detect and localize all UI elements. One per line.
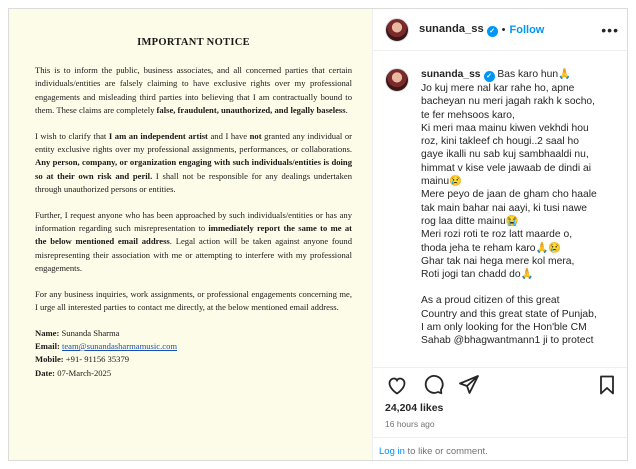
- notice-text: I shall not be responsible for any dealings undertaken through unauthorized persons or entities.: [35, 170, 352, 195]
- caption-avatar[interactable]: [385, 68, 409, 92]
- name-label: Name:: [35, 327, 60, 338]
- caption-line: himmat v kise vele jawaab de dindi ai: [421, 162, 591, 174]
- mobile-label: Mobile:: [35, 354, 64, 365]
- notice-bold-text: Any person, company, or organization engaging with such individuals/entities is doing so at their own risk and peril.: [35, 157, 352, 181]
- verified-badge-icon: ✓: [484, 71, 495, 82]
- bookmark-icon[interactable]: [595, 373, 619, 397]
- post-side-panel: [373, 9, 628, 461]
- caption-line: Sahab @bhagwantmann1 ji to protect: [421, 335, 594, 347]
- login-prompt: [373, 437, 628, 461]
- caption-line: I am only looking for the Hon'ble CM: [421, 322, 587, 334]
- notice-title: IMPORTANT NOTICE: [137, 37, 250, 48]
- notice-text: and I have: [207, 130, 250, 141]
- notice-image: [9, 9, 373, 461]
- caption-scroll-area[interactable]: [373, 52, 628, 362]
- notice-text: .: [345, 105, 348, 116]
- contact-name-row: [35, 327, 352, 340]
- caption-line: As a proud citizen of this great: [421, 295, 560, 307]
- caption-line: [421, 68, 619, 82]
- notice-text: This is to inform the public, business associates, and all concerned parties that certain individuals/entities are falsely claiming to have exclusive rights over my professional engagements and misleading third parties into believing that I am contractually bound to them. These claims are completely: [35, 65, 352, 116]
- caption-line: Country and this great state of Punjab,: [421, 308, 597, 320]
- caption-line: te fer mehsoos karo,: [421, 109, 515, 121]
- notice-text: Further, I request anyone who has been approached by such individuals/entities or has any information regarding such misrepresentation to: [35, 209, 352, 234]
- follow-button[interactable]: Follow: [509, 23, 545, 36]
- caption-body: [421, 68, 619, 348]
- comment-icon[interactable]: [421, 373, 445, 397]
- notice-paragraph-4: For any business inquiries, work assignments, or professional engagements concerning me, I urge all interested parties to contact me directly, at the below mentioned email address.: [35, 288, 352, 313]
- caption-username[interactable]: sunanda_ss: [421, 69, 481, 80]
- notice-bold-text: not: [249, 130, 262, 141]
- caption-line: roz, kini takleef ch hougi..2 saal ho: [421, 136, 579, 148]
- login-text: to like or comment.: [404, 446, 488, 457]
- notice-bold-text: immediately report the same to me at the below mentioned email address: [35, 223, 352, 247]
- notice-text: granted any individual or entity exclusive rights over my professional assignments, performances, or collaborations.: [35, 130, 353, 155]
- date-label: Date:: [35, 367, 56, 378]
- caption-line: Ki meri maa mainu kiwen vekhdi hou: [421, 122, 589, 134]
- contact-date-row: [35, 367, 352, 380]
- notice-bold-text: false, fraudulent, unauthorized, and legally baseless: [156, 105, 346, 116]
- post-header: [373, 9, 628, 51]
- share-icon[interactable]: [457, 373, 481, 397]
- caption-line: gaye ikalli nu sab kuj sambhaaldi nu,: [421, 149, 589, 161]
- date-value: 07-March-2025: [57, 367, 112, 378]
- caption-line: Ghar tak nai hega mere kol mera,: [421, 255, 575, 267]
- caption-line: mainu😢: [421, 176, 462, 188]
- caption-gap: [421, 281, 619, 294]
- caption-line: rog laa ditte mainu😭: [421, 215, 519, 227]
- notice-text: I wish to clarify that: [35, 130, 109, 141]
- instagram-post: [8, 8, 628, 461]
- caption-text: Bas karo hun🙏: [497, 69, 571, 80]
- caption-line: Mere peyo de jaan de gham cho haale: [421, 189, 597, 201]
- caption: [385, 68, 619, 348]
- heart-icon[interactable]: [385, 373, 409, 397]
- caption-line: Meri rozi roti te roz latt maarde o,: [421, 229, 573, 241]
- caption-line: thoda jeha te reham karo🙏😢: [421, 242, 562, 254]
- notice-paragraph-1: [35, 64, 352, 118]
- notice-bold-text: I am an independent artist: [108, 130, 208, 141]
- header-username-text[interactable]: sunanda_ss: [419, 22, 484, 35]
- contact-mobile-row: [35, 353, 352, 366]
- post-time: 16 hours ago: [385, 419, 435, 429]
- notice-paragraph-3: [35, 209, 352, 276]
- avatar[interactable]: [385, 18, 409, 42]
- notice-contact: [35, 327, 352, 381]
- caption-line: Roti jogi tan chadd do🙏: [421, 269, 534, 281]
- header-username[interactable]: [419, 23, 498, 37]
- caption-line: tak main bahar nai aayi, ki tusi nawe: [421, 202, 587, 214]
- notice-paragraph-2: [35, 130, 352, 197]
- caption-line: Jo kuj mere nal kar rahe ho, apne: [421, 83, 575, 94]
- name-value: Sunanda Sharma: [61, 327, 120, 338]
- separator-dot: •: [501, 23, 506, 36]
- email-link: team@sunandasharmamusic.com: [61, 340, 178, 351]
- action-bar: [373, 367, 628, 401]
- mobile-value: +91- 91156 35379: [65, 354, 130, 365]
- notice-text: . Legal action will be taken against anyone found misrepresenting their association with me or attempting to interfere with my professional engagements.: [35, 236, 352, 274]
- more-options-icon[interactable]: •••: [601, 21, 619, 38]
- login-link[interactable]: Log in: [379, 446, 405, 457]
- likes-count[interactable]: 24,204 likes: [385, 402, 444, 414]
- caption-line: bacheyan nu meri jagah rakh k socho,: [421, 96, 596, 108]
- verified-badge-icon: ✓: [487, 26, 498, 37]
- contact-email-row: [35, 340, 352, 353]
- email-label: Email:: [35, 340, 60, 351]
